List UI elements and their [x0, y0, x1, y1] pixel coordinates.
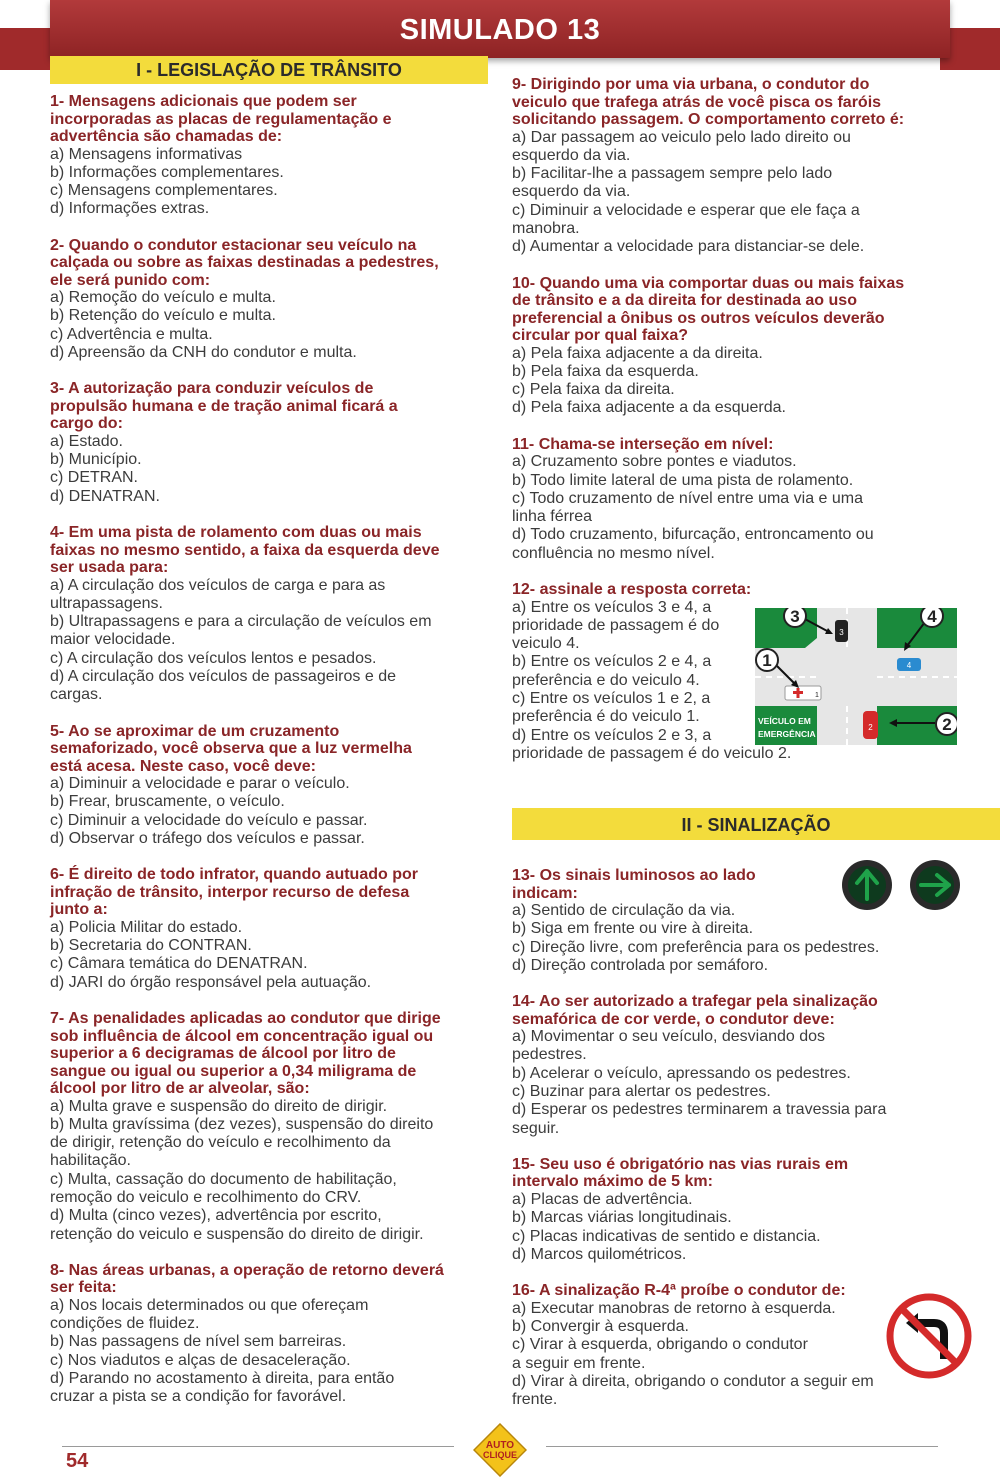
section-legislacao	[50, 56, 488, 84]
question-5	[50, 723, 490, 849]
question-title: 15- Seu uso é obrigatório nas vias rurais em intervalo máximo de 5 km:	[512, 1155, 849, 1191]
question-title: 4- Em uma pista de rolamento com duas ou mais faixas no mesmo sentido, a faixa da esquerda deve ser usada para:	[50, 524, 440, 577]
header-banner	[50, 0, 950, 58]
no-left-turn-sign	[886, 1293, 972, 1379]
question-3	[50, 380, 490, 506]
marker-2-label: 2	[942, 715, 952, 734]
question-title: 6- É direito de todo infrator, quando autuado por infração de trânsito, interpor recurso de defesa junto a:	[50, 866, 418, 919]
page-title: SIMULADO 13	[399, 14, 601, 46]
option-list: a) Policia Militar do estado. b) Secretaria do CONTRAN. c) Câmara temática do DENATRAN. d) JARI do órgão responsável pela autuação.	[50, 918, 372, 991]
option-list: a) Placas de advertência. b) Marcas viárias longitudinais. c) Placas indicativas de sentido e distancia. d) Marcos quilométricos.	[512, 1190, 821, 1263]
marker-4-label: 4	[927, 608, 937, 626]
question-title: 8- Nas áreas urbanas, a operação de retorno deverá ser feita:	[50, 1261, 444, 1297]
question-title: 2- Quando o condutor estacionar seu veículo na calçada ou sobre as faixas destinadas a pedestres, ele será punido com:	[50, 236, 439, 289]
option-list: a) Remoção do veículo e multa. b) Retenção do veículo e multa. c) Advertência e multa. d) Apreensão da CNH do condutor e multa.	[50, 289, 357, 362]
vehicle-2-label: 2	[868, 723, 873, 732]
option-list: a) Mensagens informativas b) Informações complementares. c) Mensagens complementares. d) Informações extras.	[50, 145, 284, 218]
question-1	[50, 93, 490, 219]
question-title: 14- Ao ser autorizado a trafegar pela sinalização semafórica de cor verde, o condutor deve:	[512, 993, 878, 1028]
page-number: 54	[66, 1450, 89, 1472]
vehicle-1-label: 1	[815, 692, 819, 699]
question-6	[50, 866, 490, 992]
question-2	[50, 237, 490, 363]
option-list: a) Estado. b) Município. c) DETRAN. d) DENATRAN.	[50, 432, 160, 505]
left-column	[50, 93, 490, 1407]
question-4	[50, 524, 490, 705]
option-list: a) Diminuir a velocidade e parar o veículo. b) Frear, bruscamente, o veículo. c) Diminuir a velocidade do veículo e passar. d) Observar o tráfego dos veículos e passar.	[50, 775, 368, 848]
question-15	[512, 1156, 962, 1264]
marker-1-label: 1	[762, 651, 772, 670]
question-title: 12- assinale a resposta correta:	[512, 581, 752, 599]
question-title: 3- A autorização para conduzir veículos de propulsão humana e de tração animal ficará a cargo do:	[50, 380, 398, 433]
option-list: a) Multa grave e suspensão do direito de dirigir. b) Multa gravíssima (dez vezes), suspensão do direito de dirigir, retenção do veículo e recolhimento da habilitação. c) Multa, cassação do documento de habilitação, remoção do veiculo e recolhimento do CRV. d) Multa (cinco vezes), advertência por escrito, retenção do veiculo e suspensão do direito de dirigir.	[50, 1097, 434, 1243]
question-title: 5- Ao se aproximar de um cruzamento semaforizado, você observa que a luz vermelha está acesa. Neste caso, você deve:	[50, 722, 412, 775]
option-list: a) Sentido de circulação da via. b) Siga em frente ou vire à direita. c) Direção livre, com preferência para os pedestres. d) Direção controlada por semáforo.	[512, 902, 880, 974]
question-title: 16- A sinalização R-4ª proíbe o condutor de:	[512, 1282, 846, 1300]
option-list: a) Cruzamento sobre pontes e viadutos. b) Todo limite lateral de uma pista de rolamento. c) Todo cruzamento de nível entre uma via e uma linha férrea d) Todo cruzamento, bifurcação, entroncamento ou confluência no mesmo nível.	[512, 453, 874, 562]
footer-line-left	[62, 1446, 454, 1447]
section-sinalizacao-label: II - SINALIZAÇÃO	[681, 815, 831, 835]
vehicle-3-label: 3	[839, 628, 844, 637]
section-sinalizacao	[512, 808, 1000, 840]
logo-text-2: CLIQUE	[482, 1450, 518, 1460]
question-14	[512, 993, 962, 1138]
option-list: a) Entre os veículos 3 e 4, a prioridade de passagem é do veiculo 4. b) Entre os veículos 2 e 4, a preferência e do veiculo 4. c) Entre os veículos 1 e 2, a preferência é do veiculo 1. d) Entre os veículos 2 e 3, a prioridade de passagem é do veiculo 2.	[512, 598, 792, 762]
logo-text-1: AUTO	[485, 1440, 515, 1451]
question-title: 13- Os sinais luminosos ao lado indicam:	[512, 867, 756, 902]
question-11	[512, 436, 962, 563]
option-list: a) Pela faixa adjacente a da direita. b) Pela faixa da esquerda. c) Pela faixa da direita. d) Pela faixa adjacente a da esquerda.	[512, 344, 786, 417]
question-title: 7- As penalidades aplicadas ao condutor que dirige sob influência de álcool em concentração igual ou superior a 6 decigramas de álcool por litro de sangue ou igual ou superior a 0,34 miligrama de álcool por litro de ar alveolar, são:	[50, 1010, 441, 1098]
marker-3-label: 3	[790, 608, 800, 626]
emergency-label-1: VEÍCULO EM	[758, 716, 811, 726]
traffic-signals	[838, 857, 964, 913]
option-list: a) Nos locais determinados ou que ofereçam condições de fluidez. b) Nas passagens de nível sem barreiras. c) Nos viadutos e alças de desaceleração. d) Parando no acostamento à direita, para então cruzar a pista se a condição for favorável.	[50, 1296, 395, 1406]
vehicle-4-label: 4	[906, 661, 912, 670]
option-list: a) A circulação dos veículos de carga e para as ultrapassagens. b) Ultrapassagens e para a circulação de veículos em maior velocidade. c) A circulação dos veículos lentos e pesados. d) A circulação dos veículos de passageiros e de cargas.	[50, 576, 432, 704]
intersection-diagram	[755, 608, 957, 745]
question-title: 11- Chama-se interseção em nível:	[512, 435, 774, 453]
option-list: a) Executar manobras de retorno à esquerda. b) Convergir à esquerda. c) Virar à esquerda, obrigando o condutor a seguir em frente. d) Virar à direita, obrigando o condutor a seguir em frente.	[512, 1299, 874, 1409]
question-10	[512, 275, 962, 418]
section-legislacao-label: I - LEGISLAÇÃO DE TRÂNSITO	[136, 60, 402, 80]
question-8	[50, 1262, 490, 1407]
question-title: 9- Dirigindo por uma via urbana, o condutor do veiculo que trafega atrás de você pisca os faróis solicitando passagem. O comportamento correto é:	[512, 76, 905, 128]
question-9	[512, 76, 962, 257]
emergency-label-2: EMERGÊNCIA	[758, 729, 816, 739]
option-list: a) Movimentar o seu veículo, desviando dos pedestres. b) Acelerar o veículo, apressando os pedestres. c) Buzinar para alertar os pedestres. d) Esperar os pedestres terminarem a travessia para seguir.	[512, 1028, 887, 1137]
question-title: 1- Mensagens adicionais que podem ser incorporadas as placas de regulamentação e advertência são chamadas de:	[50, 93, 392, 145]
question-title: 10- Quando uma via comportar duas ou mais faixas de trânsito e a da direita for destinada ao uso preferencial a ônibus os outros veículos deverão circular por qual faixa?	[512, 274, 905, 345]
question-7	[50, 1010, 490, 1244]
auto-clique-logo	[473, 1423, 527, 1477]
option-list: a) Dar passagem ao veiculo pelo lado direito ou esquerdo da via. b) Facilitar-lhe a passagem sempre pelo lado esquerdo da via. c) Diminuir a velocidade e esperar que ele faça a manobra. d) Aumentar a velocidade para distanciar-se dele.	[512, 128, 865, 256]
footer-line-right	[546, 1446, 938, 1447]
